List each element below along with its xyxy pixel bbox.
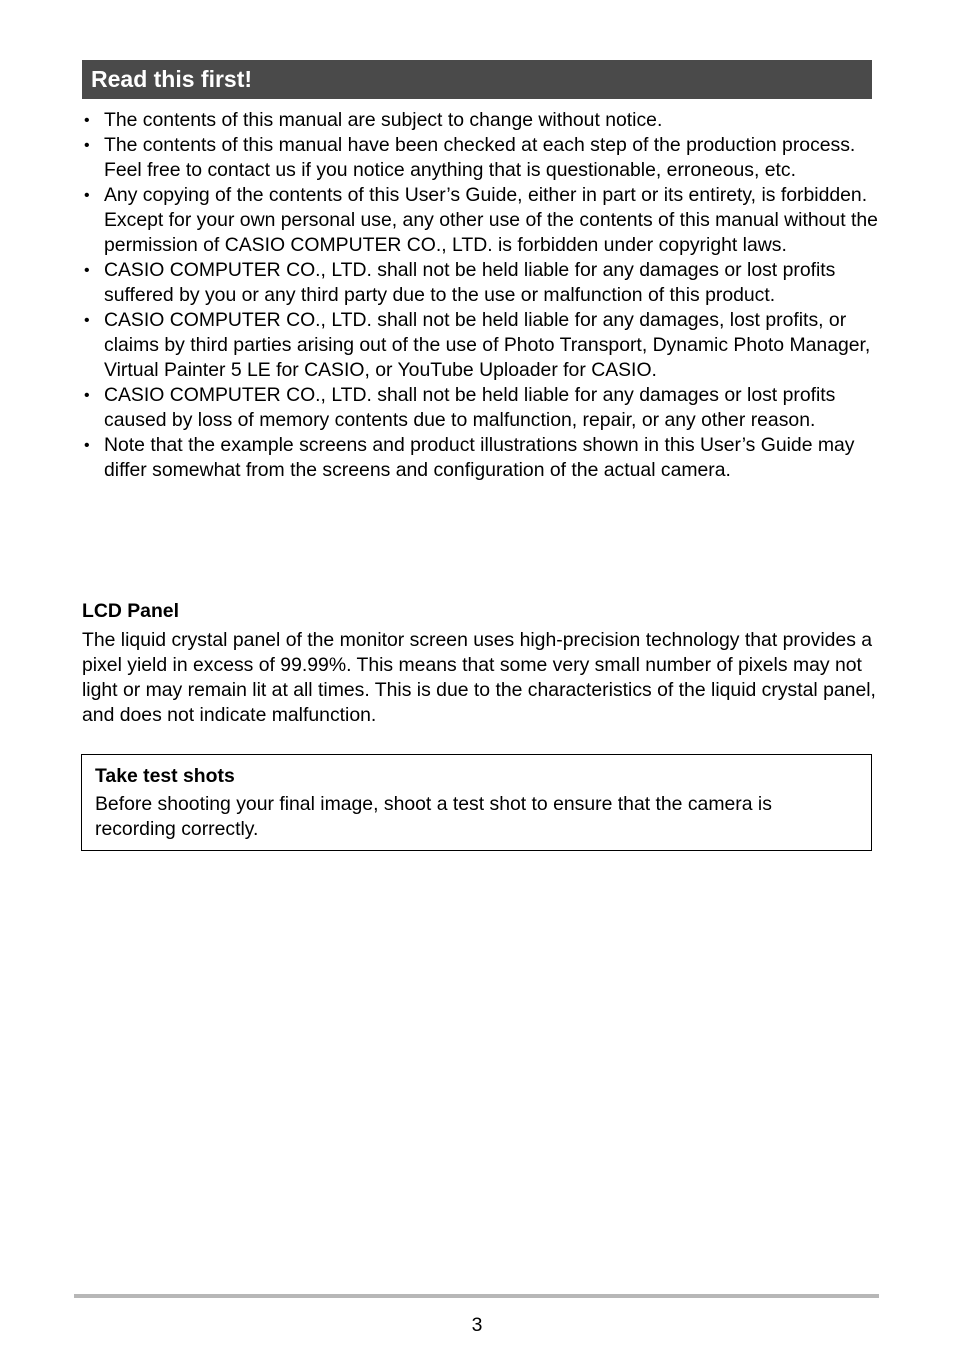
test-shots-note-box [81,754,872,851]
list-item-text: CASIO COMPUTER CO., LTD. shall not be held liable for any damages, lost profits, or claims by third parties arising out of the use of Photo Transport, Dynamic Photo Manager, Virtual Painter 5 LE for CASIO, or YouTube Uploader for CASIO. [104,309,871,381]
list-item [82,308,882,383]
list-item [82,183,882,258]
list-item [82,383,882,433]
list-item-text: The contents of this manual have been checked at each step of the production process. Feel free to contact us if you notice anything that is questionable, erroneous, etc. [104,134,856,181]
list-item-text: The contents of this manual are subject to change without notice. [104,109,663,131]
bullet-icon: • [84,437,90,454]
list-item-text: Note that the example screens and product illustrations shown in this User’s Guide may differ somewhat from the screens and configuration of the actual camera. [104,434,855,481]
list-item-text: Any copying of the contents of this User’s Guide, either in part or its entirety, is forbidden. Except for your own personal use, any other use of the contents of this manual without the permission of CASIO COMPUTER CO., LTD. is forbidden under copyright laws. [104,184,878,256]
notice-list [82,108,882,483]
bullet-icon: • [84,137,90,154]
bullet-icon: • [84,262,90,279]
test-shots-body: Before shooting your final image, shoot a test shot to ensure that the camera is recording correctly. [95,793,772,840]
bullet-icon: • [84,187,90,204]
page-number: 3 [471,1314,483,1336]
lcd-panel-heading: LCD Panel [82,600,179,622]
list-item [82,133,882,183]
list-item [82,433,882,483]
bullet-icon: • [84,312,90,329]
footer-divider [74,1294,879,1298]
list-item-text: CASIO COMPUTER CO., LTD. shall not be held liable for any damages or lost profits caused by loss of memory contents due to malfunction, repair, or any other reason. [104,384,836,431]
test-shots-title: Take test shots [95,765,235,787]
bullet-icon: • [84,112,90,129]
list-item [82,258,882,308]
lcd-panel-body: The liquid crystal panel of the monitor screen uses high-precision technology that provides a pixel yield in excess of 99.99%. This means that some very small number of pixels may not light or may remain lit at all times. This is due to the characteristics of the liquid crystal panel, and does not indicate malfunction. [82,629,876,726]
page-title: Read this first! [91,66,253,92]
section-header-bar [82,60,872,99]
list-item-text: CASIO COMPUTER CO., LTD. shall not be held liable for any damages or lost profits suffered by you or any third party due to the use or malfunction of this product. [104,259,836,306]
bullet-icon: • [84,387,90,404]
list-item [82,108,882,133]
